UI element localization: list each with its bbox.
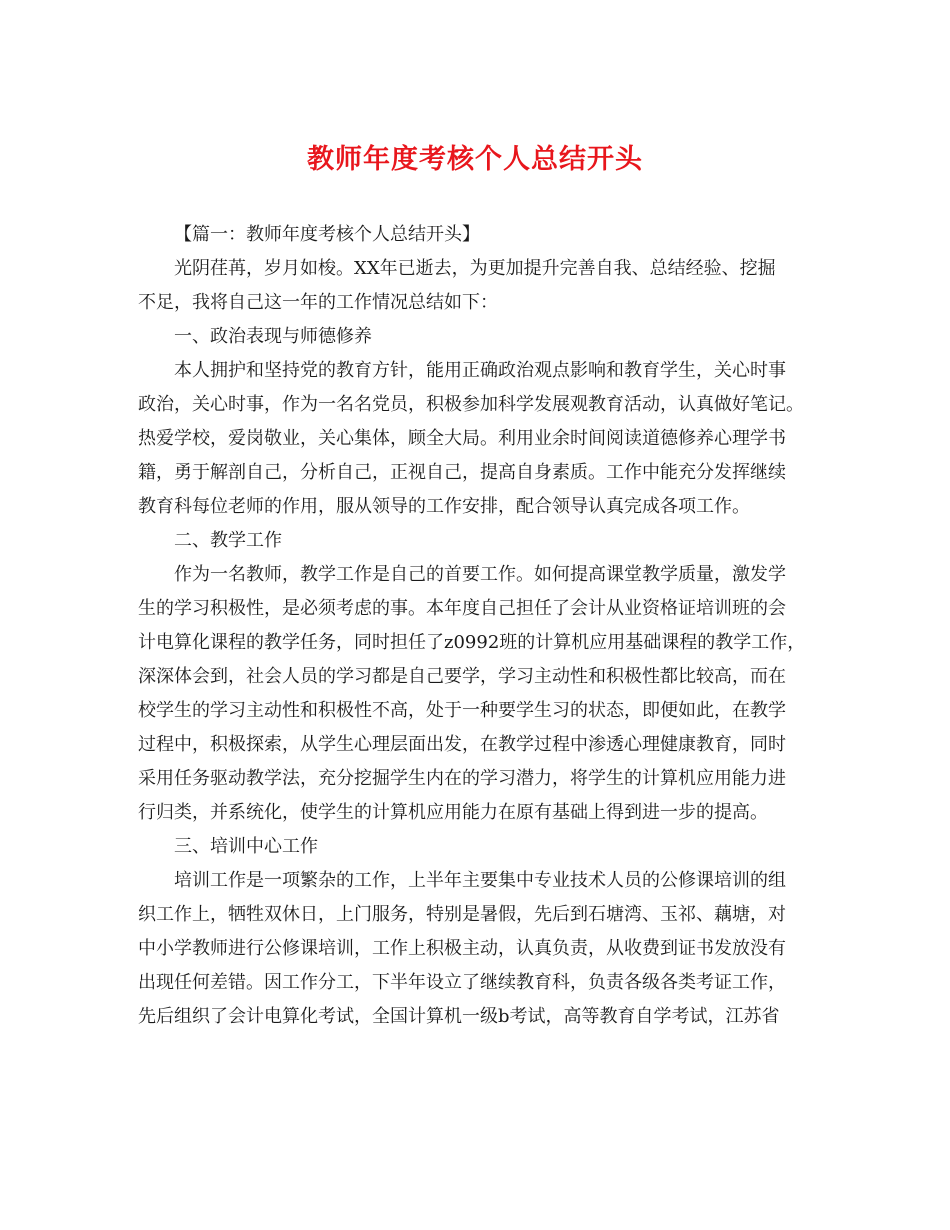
text-line: 培训工作是一项繁杂的工作，上半年主要集中专业技术人员的公修课培训的组 bbox=[174, 870, 786, 891]
text-line: 织工作上，牺牲双休日，上门服务，特别是暑假，先后到石塘湾、玉祁、藕塘，对 bbox=[138, 904, 786, 925]
text-line: 光阴荏苒，岁月如梭。XX年已逝去，为更加提升完善自我、总结经验、挖掘 bbox=[174, 258, 776, 279]
text-line: 教育科每位老师的作用，服从领导的工作安排，配合领导认真完成各项工作。 bbox=[138, 496, 750, 517]
document-title: 教师年度考核个人总结开头 bbox=[307, 144, 643, 175]
text-line: 政治，关心时事，作为一名名党员，积极参加科学发展观教育活动，认真做好笔记。 bbox=[138, 394, 804, 415]
text-line: 出现任何差错。因工作分工，下半年设立了继续教育科，负责各级各类考证工作， bbox=[138, 972, 786, 993]
text-line: 一、政治表现与师德修养 bbox=[174, 326, 372, 347]
text-line: 热爱学校，爱岗敬业，关心集体，顾全大局。利用业余时间阅读道德修养心理学书 bbox=[138, 428, 786, 449]
text-line: 二、教学工作 bbox=[174, 530, 282, 551]
text-line: 深深体会到，社会人员的学习都是自己要学，学习主动性和积极性都比较高，而在 bbox=[138, 666, 786, 687]
text-line: 计电算化课程的教学任务，同时担任了z0992班的计算机应用基础课程的教学工作， bbox=[138, 632, 806, 653]
text-line: 采用任务驱动教学法，充分挖掘学生内在的学习潜力，将学生的计算机应用能力进 bbox=[138, 768, 786, 789]
text-line: 校学生的学习主动性和积极性不高，处于一种要学生习的状态，即便如此，在教学 bbox=[138, 700, 786, 721]
text-line: 籍，勇于解剖自己，分析自己，正视自己，提高自身素质。工作中能充分发挥继续 bbox=[138, 462, 786, 483]
text-line: 行归类，并系统化，使学生的计算机应用能力在原有基础上得到进一步的提高。 bbox=[138, 802, 768, 823]
text-line: 本人拥护和坚持党的教育方针，能用正确政治观点影响和教育学生，关心时事 bbox=[174, 360, 786, 381]
text-line: 三、培训中心工作 bbox=[174, 836, 318, 857]
text-line: 过程中，积极探索，从学生心理层面出发，在教学过程中渗透心理健康教育，同时 bbox=[138, 734, 786, 755]
text-line: 生的学习积极性，是必须考虑的事。本年度自己担任了会计从业资格证培训班的会 bbox=[138, 598, 786, 619]
text-line: 先后组织了会计电算化考试，全国计算机一级b考试，高等教育自学考试，江苏省 bbox=[138, 1006, 780, 1027]
text-line: 中小学教师进行公修课培训，工作上积极主动，认真负责，从收费到证书发放没有 bbox=[138, 938, 786, 959]
document-body bbox=[138, 218, 822, 1034]
text-line: 作为一名教师，教学工作是自己的首要工作。如何提高课堂教学质量，激发学 bbox=[174, 564, 786, 585]
text-line: 不足，我将自己这一年的工作情况总结如下： bbox=[138, 292, 498, 313]
text-line: 【篇一：教师年度考核个人总结开头】 bbox=[174, 224, 480, 245]
